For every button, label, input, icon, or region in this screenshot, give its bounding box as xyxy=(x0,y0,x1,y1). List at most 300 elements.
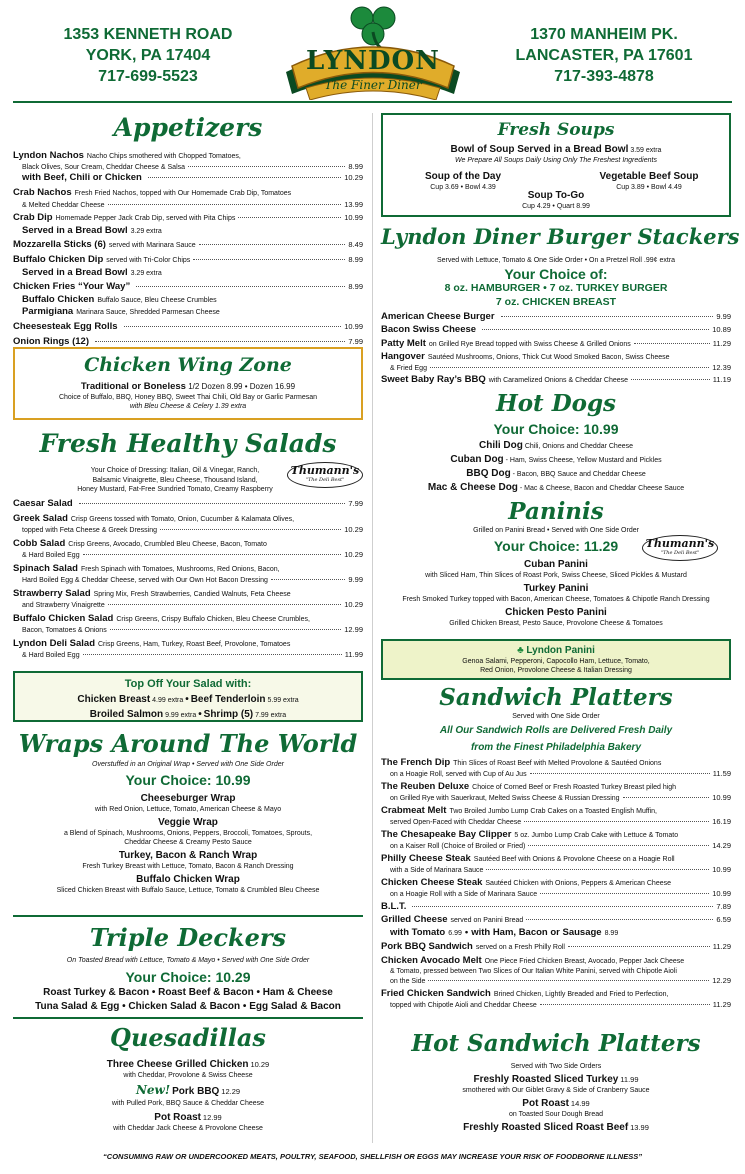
menu-item xyxy=(13,321,363,333)
item-price: 11.59 xyxy=(712,769,731,779)
item-desc: Chili, Onions and Cheddar Cheese xyxy=(524,443,634,450)
wing-prices: 1/2 Dozen 8.99 • Dozen 16.99 xyxy=(188,381,296,391)
quesadilla-name: Pork BBQ xyxy=(172,1086,220,1098)
quesadillas-title: Quesadillas xyxy=(110,1023,266,1052)
thumanns-tag: "The Deli Best" xyxy=(660,550,700,556)
hot-pot-roast-price: 14.99 xyxy=(570,1099,590,1109)
item-desc: & Fried Egg xyxy=(390,365,427,373)
hot-pot-roast-desc: on Toasted Sour Dough Bread xyxy=(508,1111,604,1119)
paninis-list xyxy=(381,556,731,628)
quesadilla-name: Three Cheese Grilled Chicken xyxy=(106,1059,249,1070)
item-price: 12.99 xyxy=(344,624,363,634)
item-name: Cuban Dog xyxy=(450,454,504,465)
dot-leader xyxy=(631,379,710,380)
topoff-beef-price: 5.99 extra xyxy=(267,697,299,705)
topoff-salmon: Broiled Salmon xyxy=(89,709,164,721)
quesadillas-list xyxy=(13,1058,363,1133)
item-desc: on Grilled Rye Bread topped with Swiss Cheese & Grilled Onions xyxy=(428,340,631,348)
item-desc-line xyxy=(13,650,363,660)
item-desc: Homemade Pepper Jack Crab Dip, served with Pita Chips xyxy=(55,215,236,223)
platters-note: Served with One Side Order xyxy=(512,713,600,720)
menu-item xyxy=(381,988,731,1000)
york-address xyxy=(30,24,266,87)
soup-to-go: Soup To-Go xyxy=(527,190,585,201)
item-price: 10.29 xyxy=(344,525,363,535)
item-name: Veggie Wrap xyxy=(158,817,218,829)
menu-item xyxy=(381,877,731,889)
wing-side: with Bleu Cheese & Celery xyxy=(129,403,214,411)
item-price: 13.99 xyxy=(344,199,363,209)
item-desc: Crisp Greens, Ham, Turkey, Roast Beef, Provolone, Tomatoes xyxy=(98,640,291,648)
lyndon-panini-desc: Red Onion, Provolone Cheese & Italian Dressing xyxy=(480,667,632,675)
dot-leader xyxy=(540,893,709,894)
menu-item xyxy=(381,914,731,926)
quesadilla-desc: with Cheddar Jack Cheese & Provolone Cheese xyxy=(113,1124,263,1132)
quesadilla-name: Pot Roast xyxy=(154,1111,201,1123)
item-desc: on a Kaiser Roll (Choice of Broiled or Fried) xyxy=(390,843,526,851)
dot-leader xyxy=(136,286,345,287)
item-desc-line xyxy=(381,889,731,899)
burger-options: 8 oz. HAMBURGER • 7 oz. TURKEY BURGER xyxy=(444,282,668,294)
item-desc: Brined Chicken, Lightly Breaded and Fried to Perfection, xyxy=(493,990,669,998)
item-desc-line xyxy=(381,841,731,851)
dot-leader xyxy=(160,529,341,530)
item-desc: served Open-Faced with Cheddar Cheese xyxy=(390,819,522,827)
menu-item xyxy=(381,324,731,336)
item-desc-line xyxy=(381,865,731,875)
thumanns-tag: "The Deli Best" xyxy=(305,477,345,483)
item-price: 10.99 xyxy=(712,889,731,899)
menu-sub-item xyxy=(13,306,363,318)
item-name: Chicken Fries “Your Way” xyxy=(13,281,131,293)
item-name: Buffalo Chicken Dip xyxy=(13,254,104,266)
hot-platters-note: Served with Two Side Orders xyxy=(510,1063,602,1070)
wraps-title: Wraps Around The World xyxy=(18,729,358,758)
item-name: Pork BBQ Sandwich xyxy=(381,940,473,952)
dressing-line: Honey Mustard, Fat-Free Sundried Tomato, Creamy Raspberry xyxy=(77,486,273,493)
sub-extra: 3.29 extra xyxy=(130,269,162,277)
dot-leader xyxy=(108,204,342,205)
salads-title: Fresh Healthy Salads xyxy=(39,429,337,458)
wraps-list xyxy=(13,790,363,895)
item-desc: on a Hoagie Roll with a Side of Marinara Sauce xyxy=(390,891,538,899)
topoff-chicken-price: 4.99 extra xyxy=(152,697,184,705)
item-desc: Crisp Greens tossed with Tomato, Onion, Cucumber & Kalamata Olives, xyxy=(70,515,295,523)
item-desc: One Piece Fried Chicken Breast, Avocado, Pepper Jack Cheese xyxy=(484,957,685,965)
item-desc-line xyxy=(13,575,363,585)
item-desc: Thin Slices of Roast Beef with Melted Provolone & Sautéed Onions xyxy=(453,760,662,767)
item-desc: a Blend of Spinach, Mushrooms, Onions, Peppers, Broccoli, Tomatoes, Sprouts, xyxy=(63,830,313,838)
item-price: 12.39 xyxy=(712,363,731,373)
header-divider xyxy=(13,101,732,103)
sub-price: 10.29 xyxy=(344,173,363,183)
item-desc: on a Hoagie Roll, served with Cup of Au Jus xyxy=(390,771,527,779)
soups-note: We Prepare All Soups Daily Using Only The Freshest Ingredients xyxy=(455,157,657,165)
item-desc: 5 oz. Jumbo Lump Crab Cake with Lettuce & Tomato xyxy=(514,831,679,839)
item-desc: & Tomato, pressed between Two Slices of Our Italian White Panini, served with Chipotle Aioli xyxy=(390,967,677,975)
item-name: Cobb Salad xyxy=(13,537,66,549)
dot-leader xyxy=(528,845,709,846)
divider xyxy=(13,915,363,917)
item-price: 6.59 xyxy=(716,915,731,925)
dot-leader xyxy=(428,980,709,981)
topoff-chicken: Chicken Breast xyxy=(77,694,151,706)
item-desc: - Bacon, BBQ Sauce and Cheddar Cheese xyxy=(512,471,646,478)
item-price: 7.89 xyxy=(716,901,731,911)
sub-name: with Beef, Chili or Chicken xyxy=(22,172,142,184)
menu-item xyxy=(381,311,731,323)
vegetable-beef-soup: Vegetable Beef Soup xyxy=(599,171,699,182)
menu-item xyxy=(13,638,363,650)
item-name: Hangover xyxy=(381,351,425,363)
item-desc: Sliced Chicken Breast with Buffalo Sauce, Lettuce, Tomato & Crumbled Bleu Cheese xyxy=(56,887,320,895)
item-price: 11.29 xyxy=(712,999,731,1009)
item-price: 8.49 xyxy=(348,240,363,250)
item-desc: topped with Feta Cheese & Greek Dressing xyxy=(22,527,158,535)
dot-leader xyxy=(530,773,710,774)
menu-item xyxy=(13,239,363,251)
lyndon-logo xyxy=(278,2,468,100)
topoff-salmon-price: 9.99 extra xyxy=(165,712,197,720)
item-name: Turkey, Bacon & Ranch Wrap xyxy=(118,850,258,862)
item-desc-line xyxy=(13,162,363,172)
item-price: 16.19 xyxy=(712,817,731,827)
triple-note: On Toasted Bread with Lettuce, Tomato & Mayo • Served with One Side Order xyxy=(66,957,310,964)
column-divider xyxy=(372,113,373,1143)
item-desc: served on a Fresh Philly Roll xyxy=(475,943,565,951)
sub-name: Served in a Bread Bowl xyxy=(22,224,128,236)
item-price: 10.99 xyxy=(344,321,363,331)
hot-pot-roast: Pot Roast xyxy=(522,1098,569,1110)
item-name: Turkey Panini xyxy=(523,583,589,595)
dot-leader xyxy=(193,259,345,260)
lyndon-panini-desc: Genoa Salami, Pepperoni, Capocollo Ham, Lettuce, Tomato, xyxy=(462,658,650,665)
sub-name: with Ham, Bacon or Sausage xyxy=(471,926,602,938)
hot-roast-beef-price: 13.99 xyxy=(630,1123,649,1133)
item-name: The Chesapeake Bay Clipper xyxy=(381,828,512,840)
menu-sub-item xyxy=(381,927,731,939)
item-desc: Cheddar Cheese & Creamy Pesto Sauce xyxy=(124,839,252,847)
item-desc: Black Olives, Sour Cream, Cheddar Cheese & Salsa xyxy=(22,164,186,172)
item-name: American Cheese Burger xyxy=(381,311,495,322)
menu-item xyxy=(381,955,731,967)
dot-leader xyxy=(188,166,345,167)
item-name: BBQ Dog xyxy=(466,468,511,479)
dot-leader xyxy=(482,329,709,330)
item-name: Mac & Cheese Dog xyxy=(427,482,518,493)
menu-item xyxy=(381,467,731,480)
item-name: The Reuben Deluxe xyxy=(381,780,470,792)
menu-sub-item xyxy=(13,225,363,237)
menu-item xyxy=(381,439,731,452)
item-name: Grilled Cheese xyxy=(381,914,448,926)
hot-platters-list xyxy=(381,1062,731,1134)
item-desc-line xyxy=(381,976,731,986)
hotdogs-list xyxy=(381,439,731,495)
lyndon-panini-name: Lyndon Panini xyxy=(526,645,595,656)
item-desc-line xyxy=(381,1000,731,1010)
wing-type: Traditional or Boneless xyxy=(80,380,186,392)
item-name: Buffalo Chicken Salad xyxy=(13,612,114,624)
item-name: Bacon Swiss Cheese xyxy=(381,324,477,336)
item-desc-line xyxy=(381,793,731,803)
triple-options-2: Tuna Salad & Egg • Chicken Salad & Bacon • Egg Salad & Bacon xyxy=(35,1001,341,1012)
lyndon-panini-box xyxy=(381,639,731,680)
item-desc: with Red Onion, Lettuce, Tomato, American Cheese & Mayo xyxy=(94,806,282,813)
item-name: Chicken Cheese Steak xyxy=(381,876,483,888)
item-desc: & Hard Boiled Egg xyxy=(22,651,80,659)
item-desc: served with Marinara Sauce xyxy=(108,242,196,250)
menu-item xyxy=(381,853,731,865)
menu-item xyxy=(381,901,731,913)
item-desc-line xyxy=(13,200,363,210)
item-desc: Spring Mix, Fresh Strawberries, Candied Walnuts, Feta Cheese xyxy=(93,590,291,598)
item-desc: with Sliced Ham, Thin Slices of Roast Pork, Swiss Cheese, Sliced Pickles & Mustard xyxy=(425,572,687,579)
item-price: 9.99 xyxy=(348,575,363,585)
item-price: 9.99 xyxy=(716,312,731,321)
triple-options-1: Roast Turkey & Bacon • Roast Beef & Bacon • Ham & Cheese xyxy=(43,987,333,998)
salads-list xyxy=(13,498,363,662)
sub-name: Parmigiana xyxy=(22,306,74,318)
item-desc: Hard Boiled Egg & Cheddar Cheese, served with Our Own Hot Bacon Dressing xyxy=(22,577,268,585)
dot-leader xyxy=(110,629,342,630)
york-street: 1353 KENNETH ROAD xyxy=(63,26,233,43)
item-name: Caesar Salad xyxy=(13,498,73,509)
menu-item xyxy=(13,538,363,550)
paninis-note: Grilled on Panini Bread • Served with One Side Order xyxy=(473,527,639,534)
menu-item xyxy=(13,150,363,162)
item-name: Crab Dip xyxy=(13,212,53,224)
lancaster-street: 1370 MANHEIM PK. xyxy=(530,26,678,43)
thumanns-name: Thumann's xyxy=(290,464,360,477)
dot-leader xyxy=(430,367,709,368)
item-desc: with Caramelized Onions & Cheddar Cheese xyxy=(488,377,629,385)
item-price: 12.29 xyxy=(712,975,731,985)
wing-side-price: 1.39 extra xyxy=(215,403,247,411)
york-phone: 717-699-5523 xyxy=(98,68,198,85)
dot-leader xyxy=(199,244,346,245)
topoff-shrimp-price: 7.99 extra xyxy=(255,712,287,720)
item-name: Fried Chicken Sandwich xyxy=(381,987,491,999)
paninis-title: Paninis xyxy=(508,498,604,525)
sub-extra: 3.29 extra xyxy=(130,227,162,235)
hotdogs-title: Hot Dogs xyxy=(495,390,617,417)
menu-item xyxy=(13,187,363,199)
item-name: Chili Dog xyxy=(478,440,523,451)
new-badge: New! xyxy=(135,1083,171,1098)
item-desc: - Ham, Swiss Cheese, Yellow Mustard and Pickles xyxy=(505,457,662,464)
item-desc: topped with Chipotle Aioli and Cheddar Cheese xyxy=(390,1001,537,1009)
dot-leader xyxy=(108,604,341,605)
dot-leader xyxy=(271,579,345,580)
burgers-note: Served with Lettuce, Tomato & One Side Order • On a Pretzel Roll .99¢ extra xyxy=(436,257,676,264)
item-name: Lyndon Deli Salad xyxy=(13,637,95,649)
item-price: 10.89 xyxy=(712,325,731,335)
hot-turkey-price: 11.99 xyxy=(620,1075,639,1085)
sub-name: with Tomato xyxy=(390,926,446,938)
item-name: Strawberry Salad xyxy=(13,587,91,599)
item-desc-line xyxy=(13,600,363,610)
item-desc: Fresh Turkey Breast with Lettuce, Tomato, Bacon & Ranch Dressing xyxy=(82,863,294,871)
triple-title: Triple Deckers xyxy=(89,923,287,952)
item-desc-line xyxy=(381,363,731,373)
menu-item xyxy=(381,757,731,769)
item-desc: served with Tri-Color Chips xyxy=(106,257,191,265)
dot-leader xyxy=(540,1004,710,1005)
item-desc: Grilled Chicken Breast, Pesto Sauce, Provolone Cheese & Tomatoes xyxy=(449,620,663,628)
menu-item xyxy=(381,351,731,363)
dressing-info xyxy=(30,466,320,495)
sub-name: Served in a Bread Bowl xyxy=(22,266,128,278)
thumanns-logo xyxy=(287,462,363,488)
dot-leader xyxy=(501,316,714,317)
item-desc-line xyxy=(381,769,731,779)
item-price: 11.19 xyxy=(712,375,731,385)
item-desc: and Strawberry Vinaigrette xyxy=(22,602,105,609)
item-name: Buffalo Chicken Wrap xyxy=(136,874,240,886)
dot-leader xyxy=(83,554,342,555)
dot-leader xyxy=(623,797,710,798)
appetizers-title: Appetizers xyxy=(113,113,263,142)
york-city: YORK, PA 17404 xyxy=(85,47,211,64)
platters-title: Sandwich Platters xyxy=(439,684,673,711)
platters-bakery: from the Finest Philadelphia Bakery xyxy=(470,742,642,753)
item-desc: Fresh Spinach with Tomatoes, Mushrooms, Red Onions, Bacon, xyxy=(80,565,280,573)
dot-leader xyxy=(486,869,709,870)
sub-price: 6.99 xyxy=(448,929,462,937)
thumanns-name: Thumann's xyxy=(645,537,715,550)
wing-zone-box xyxy=(13,347,363,420)
item-desc-line xyxy=(13,525,363,535)
item-desc: on Grilled Rye with Sauerkraut, Melted Swiss Cheese & Russian Dressing xyxy=(390,795,620,803)
dot-leader xyxy=(526,919,713,920)
menu-item xyxy=(381,481,731,494)
menu-item xyxy=(381,453,731,466)
item-desc: on the Side xyxy=(390,977,426,985)
dressing-line: Your Choice of Dressing: Italian, Oil & Vinegar, Ranch, xyxy=(90,467,260,474)
menu-item xyxy=(13,588,363,600)
item-price: 7.99 xyxy=(348,499,363,508)
item-desc: Two Broiled Jumbo Lump Crab Cakes on a Toasted English Muffin, xyxy=(449,807,657,815)
item-desc: & Hard Boiled Egg xyxy=(22,552,80,560)
item-desc-line xyxy=(381,817,731,827)
soup-of-day: Soup of the Day xyxy=(424,171,502,182)
paninis-choice: Your Choice: 11.29 xyxy=(493,538,619,554)
dot-leader xyxy=(124,326,342,327)
item-desc: Choice of Corned Beef or Fresh Roasted Turkey Breast piled high xyxy=(472,783,677,791)
soups-box xyxy=(381,113,731,217)
item-name: Chicken Pesto Panini xyxy=(505,607,607,619)
bread-bowl-price: 3.59 extra xyxy=(630,147,662,155)
item-desc: Nacho Chips smothered with Chopped Tomatoes, xyxy=(86,153,241,160)
lancaster-address xyxy=(486,24,722,87)
dot-leader xyxy=(412,906,713,907)
item-desc: Sautéed Mushrooms, Onions, Thick Cut Wood Smoked Bacon, Swiss Cheese xyxy=(427,354,670,362)
quesadilla-price: 10.29 xyxy=(250,1060,270,1069)
dot-leader xyxy=(238,217,341,218)
menu-item xyxy=(381,805,731,817)
lancaster-phone: 717-393-4878 xyxy=(554,68,654,85)
quesadilla-price: 12.99 xyxy=(202,1112,222,1122)
item-name: Onion Rings (12) xyxy=(13,335,89,347)
sub-name: Buffalo Chicken xyxy=(22,293,95,305)
hot-turkey-desc: smothered with Our Giblet Gravy & Side of Cranberry Sauce xyxy=(462,1087,650,1095)
menu-item xyxy=(381,941,731,953)
platters-fresh: All Our Sandwich Rolls are Delivered Fresh Daily xyxy=(439,725,673,736)
item-name: Crab Nachos xyxy=(13,187,72,199)
item-name: Lyndon Nachos xyxy=(13,150,84,161)
dot-leader xyxy=(148,177,341,178)
item-price: 7.99 xyxy=(348,336,363,346)
item-price: 8.99 xyxy=(348,282,363,292)
item-name: Patty Melt xyxy=(381,337,426,349)
platters-list xyxy=(381,757,731,1011)
topoff-box: Top Off Your Salad with: Chicken Breast 4.99 extra • Beef Tenderloin 5.99 extra Broiled Salmon 9.99 extra • Shrimp (5) 7.99 extra xyxy=(13,671,363,722)
item-price: 14.29 xyxy=(712,841,731,851)
logo-name: LYNDON xyxy=(306,46,440,76)
soups-title: Fresh Soups xyxy=(497,120,615,140)
item-price: 10.99 xyxy=(712,793,731,803)
dot-leader xyxy=(524,821,709,822)
menu-item xyxy=(381,374,731,386)
bullet: • xyxy=(464,926,469,938)
menu-sub-item xyxy=(13,172,363,184)
item-name: Sweet Baby Ray’s BBQ xyxy=(381,374,486,386)
item-price: 8.99 xyxy=(348,162,363,172)
item-desc: Sautéed Chicken with Onions, Peppers & American Cheese xyxy=(485,879,671,887)
wing-sauces: Choice of Buffalo, BBQ, Honey BBQ, Sweet Thai Chili, Old Bay or Garlic Parmesan xyxy=(58,394,318,402)
item-desc: Crisp Greens, Crispy Buffalo Chicken, Bleu Cheese Crumbles, xyxy=(116,615,310,623)
dot-leader xyxy=(95,341,345,342)
dot-leader xyxy=(634,343,710,344)
item-desc: Fresh Fried Nachos, topped with Our Homemade Crab Dip, Tomatoes xyxy=(74,190,292,198)
logo-tagline: The Finer Diner xyxy=(324,78,422,92)
quesadilla-desc: with Cheddar, Provolone & Swiss Cheese xyxy=(123,1072,253,1079)
lancaster-city: LANCASTER, PA 17601 xyxy=(515,47,693,64)
item-desc: & Melted Cheddar Cheese xyxy=(22,201,105,209)
item-price: 10.99 xyxy=(712,865,731,875)
item-desc: Fresh Smoked Turkey topped with Bacon, American Cheese, Tomatoes & Chipotle Ranch Dressing xyxy=(402,596,710,604)
item-desc: Sautéed Beef with Onions & Provolone Cheese on a Hoagie Roll xyxy=(473,855,675,863)
wing-zone-title: Chicken Wing Zone xyxy=(84,354,292,376)
burgers-list xyxy=(381,311,731,388)
item-desc-line xyxy=(13,550,363,560)
item-name: Greek Salad xyxy=(13,512,68,524)
item-price: 10.29 xyxy=(344,600,363,609)
hot-turkey: Freshly Roasted Sliced Turkey xyxy=(473,1074,619,1086)
menu-item xyxy=(13,613,363,625)
item-desc-line xyxy=(13,625,363,635)
item-name: Mozzarella Sticks (6) xyxy=(13,239,106,251)
item-name: Cuban Panini xyxy=(524,559,588,570)
wraps-note: Overstuffed in an Original Wrap • Served with One Side Order xyxy=(92,761,284,768)
item-desc: - Mac & Cheese, Bacon and Cheddar Cheese Sauce xyxy=(519,485,685,492)
burgers-choice: Your Choice of: xyxy=(504,266,608,282)
item-name: Philly Cheese Steak xyxy=(381,852,471,864)
divider xyxy=(13,1017,363,1019)
menu-item xyxy=(381,338,731,350)
item-price: 11.99 xyxy=(344,649,363,659)
item-name: The French Dip xyxy=(381,757,451,768)
triple-choice: Your Choice: 10.29 xyxy=(125,969,251,985)
item-name: Cheeseburger Wrap xyxy=(140,793,236,804)
topoff-shrimp: Shrimp (5) xyxy=(203,709,254,721)
dot-leader xyxy=(79,503,346,504)
item-desc-line xyxy=(381,967,731,976)
topoff-beef: Beef Tenderloin xyxy=(190,694,266,706)
bread-bowl: Bowl of Soup Served in a Bread Bowl xyxy=(450,144,629,156)
burger-option-chicken: 7 oz. CHICKEN BREAST xyxy=(495,296,617,308)
